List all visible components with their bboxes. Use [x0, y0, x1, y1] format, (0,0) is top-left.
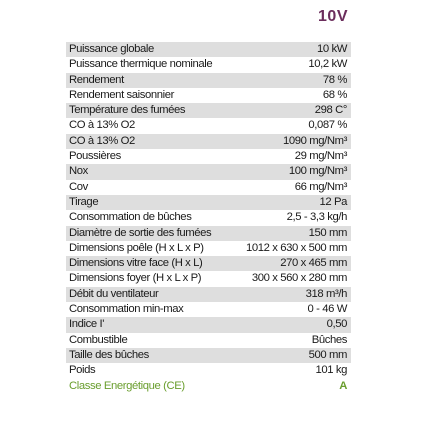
- spec-label: Consommation min-max: [69, 303, 184, 316]
- spec-label: Classe Energétique (CE): [69, 379, 185, 392]
- spec-value: 0,087 %: [308, 119, 347, 132]
- spec-row: [66, 42, 351, 57]
- spec-row: [66, 317, 351, 332]
- spec-value: 300 x 560 x 280 mm: [251, 272, 347, 285]
- spec-row: [66, 118, 351, 133]
- spec-row: [66, 241, 351, 256]
- spec-row: [66, 226, 351, 241]
- model-title: 10V: [318, 8, 348, 25]
- spec-row: [66, 57, 351, 72]
- spec-label: CO à 13% O2: [69, 119, 135, 132]
- spec-value: 66 mg/Nm³: [294, 180, 347, 193]
- spec-label: Rendement saisonnier: [69, 88, 175, 101]
- spec-label: Puissance thermique nominale: [69, 58, 213, 71]
- spec-value: 68 %: [322, 88, 347, 101]
- spec-value: 2,5 - 3,3 kg/h: [286, 211, 347, 224]
- spec-label: Poussières: [69, 150, 121, 163]
- spec-row: [66, 302, 351, 317]
- spec-label: Puissance globale: [69, 43, 154, 55]
- spec-label: Indice I': [69, 318, 104, 331]
- spec-label: Dimensions vitre face (H x L): [69, 257, 203, 270]
- spec-row: [66, 164, 351, 179]
- spec-label: Nox: [69, 165, 88, 178]
- spec-label: Dimensions poêle (H x L x P): [69, 241, 204, 254]
- spec-label: Débit du ventilateur: [69, 287, 159, 300]
- spec-row: [66, 134, 351, 149]
- spec-table: [66, 42, 351, 394]
- energy-class-row: [66, 379, 351, 394]
- spec-row: [66, 210, 351, 225]
- spec-value: 1090 mg/Nm³: [282, 134, 347, 147]
- spec-value: 150 mm: [308, 226, 347, 239]
- spec-row: [66, 88, 351, 103]
- spec-value: 12 Pa: [319, 195, 347, 208]
- spec-label: Tirage: [69, 195, 99, 208]
- spec-row: [66, 180, 351, 195]
- spec-label: Combustible: [69, 333, 128, 346]
- spec-value: 10 kW: [316, 43, 347, 55]
- spec-row: [66, 195, 351, 210]
- spec-value: 10,2 kW: [308, 58, 347, 71]
- spec-label: Température des fumées: [69, 104, 186, 117]
- spec-value: 100 mg/Nm³: [288, 165, 347, 178]
- spec-row: [66, 103, 351, 118]
- spec-value: 0 - 46 W: [307, 303, 347, 316]
- spec-label: CO à 13% O2: [69, 134, 135, 147]
- spec-row: [66, 256, 351, 271]
- energy-class-value: A: [339, 379, 347, 392]
- spec-row: [66, 363, 351, 378]
- spec-value: 318 m³/h: [305, 287, 347, 300]
- spec-row: [66, 73, 351, 88]
- spec-label: Poids: [69, 364, 96, 377]
- spec-value: 298 C°: [314, 104, 347, 117]
- spec-value: 500 mm: [308, 348, 347, 361]
- spec-row: [66, 149, 351, 164]
- spec-row: [66, 333, 351, 348]
- spec-value: 1012 x 630 x 500 mm: [245, 241, 347, 254]
- spec-value: 270 x 465 mm: [280, 257, 347, 270]
- spec-value: Bûches: [311, 333, 347, 346]
- spec-value: 0,50: [326, 318, 347, 331]
- spec-label: Dimensions foyer (H x L x P): [69, 272, 202, 285]
- spec-label: Cov: [69, 180, 88, 193]
- spec-value: 29 mg/Nm³: [294, 150, 347, 163]
- spec-row: [66, 348, 351, 363]
- spec-label: Consommation de bûches: [69, 211, 192, 224]
- spec-value: 101 kg: [315, 364, 347, 377]
- spec-row: [66, 287, 351, 302]
- spec-label: Rendement: [69, 73, 124, 86]
- spec-value: 78 %: [322, 73, 347, 86]
- spec-label: Diamètre de sortie des fumées: [69, 226, 212, 239]
- spec-row: [66, 271, 351, 286]
- spec-label: Taille des bûches: [69, 348, 149, 361]
